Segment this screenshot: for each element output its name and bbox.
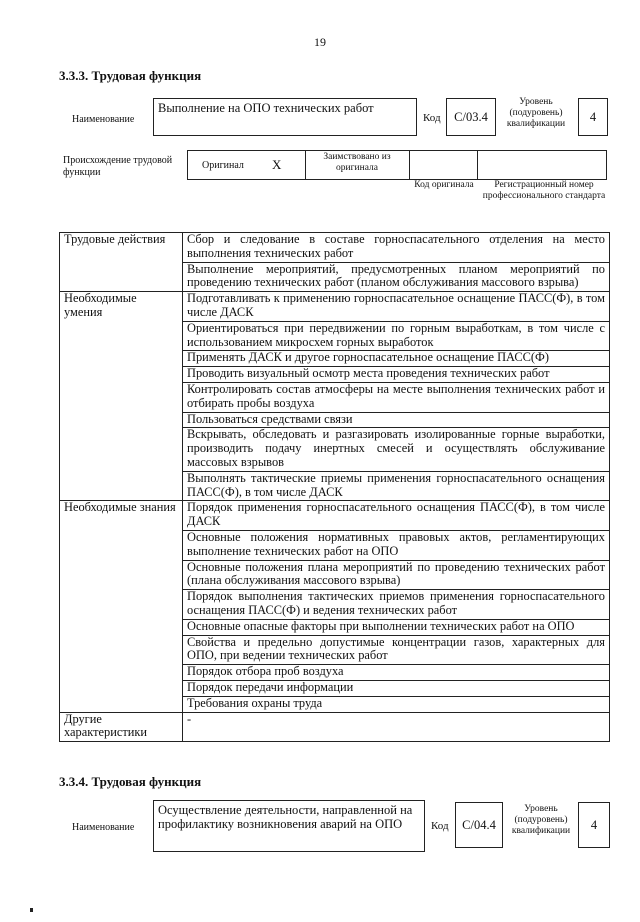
name-value-2: Осуществление деятельности, направленной на профилактику возникновения аварий на ОПО [153, 800, 425, 852]
table-cell: Основные положения нормативных правовых актов, регламентирующих выполнение технических работ на ОПО [183, 530, 610, 560]
table-cell: Требования охраны труда [183, 696, 610, 712]
origin-label: Происхождение трудовой функции [63, 155, 173, 178]
table-row [60, 292, 610, 322]
level-label-2: Уровень (подуровень) квалификации [511, 804, 571, 836]
table-cell: Порядок отбора проб воздуха [183, 665, 610, 681]
origin-divider-1 [305, 151, 306, 179]
section-heading-2: 3.3.4. Трудовая функция [59, 774, 202, 789]
table-cell: Пользоваться средствами связи [183, 412, 610, 428]
level-value-2: 4 [578, 802, 610, 848]
table-cell: Основные опасные факторы при выполнении технических работ на ОПО [183, 619, 610, 635]
page-number: 19 [314, 35, 326, 49]
table-cell: Основные положения плана мероприятий по проведению технических работ (плана обслуживания массового взрыва) [183, 560, 610, 590]
origin-divider-3 [477, 151, 478, 179]
table-row [60, 712, 610, 742]
table-cell: Выполнять тактические приемы применения горноспасательного оснащения ПАСС(Ф), в том числе ДАСК [183, 471, 610, 501]
row-label-other: Другие характеристики [60, 712, 183, 742]
table-cell: Контролировать состав атмосферы на месте выполнения технических работ и отбирать пробы воздуха [183, 382, 610, 412]
row-label-actions: Трудовые действия [60, 233, 183, 292]
code-label-2: Код [431, 820, 449, 832]
row-label-knowledge: Необходимые знания [60, 501, 183, 712]
code-value-2: С/04.4 [455, 802, 503, 848]
table-cell: Сбор и следование в составе горноспасательного отделения на место выполнения технических работ [183, 233, 610, 263]
table-cell: - [183, 712, 610, 742]
table-cell: Применять ДАСК и другое горноспасательное оснащение ПАСС(Ф) [183, 351, 610, 367]
table-cell: Подготавливать к применению горноспасательное оснащение ПАСС(Ф), в том числе ДАСК [183, 292, 610, 322]
table-cell: Порядок выполнения тактических приемов применения горноспасательного оснащения ПАСС(Ф) и ведения технических работ [183, 590, 610, 620]
table-cell: Выполнение мероприятий, предусмотренных планом мероприятий по проведению технических работ (планом обслуживания массового взрыва) [183, 262, 610, 292]
table-cell: Порядок применения горноспасательного оснащения ПАСС(Ф), в том числе ДАСК [183, 501, 610, 531]
borrowed-label: Заимствовано из оригинала [323, 152, 391, 173]
original-mark: X [272, 157, 282, 172]
origin-divider-2 [409, 151, 410, 179]
origin-code-label: Код оригинала [414, 180, 474, 190]
code-value-1: С/03.4 [446, 98, 496, 136]
table-cell: Ориентироваться при передвижении по горным выработкам, в том числе с использованием микросхем горных выработок [183, 321, 610, 351]
table-row [60, 233, 610, 263]
code-label-1: Код [423, 112, 441, 124]
reg-number-label: Регистрационный номер профессионального стандарта [482, 180, 606, 201]
table-cell: Проводить визуальный осмотр места проведения технических работ [183, 367, 610, 383]
name-label-2: Наименование [72, 822, 135, 833]
table-cell: Свойства и предельно допустимые концентрации газов, характерных для ОПО, при ведении технических работ [183, 635, 610, 665]
section-heading-1: 3.3.3. Трудовая функция [59, 68, 202, 83]
function-table [59, 232, 610, 742]
name-label-1: Наименование [72, 114, 135, 125]
level-value-1: 4 [578, 98, 608, 136]
name-value-1: Выполнение на ОПО технических работ [153, 98, 417, 136]
table-row [60, 501, 610, 531]
row-label-skills: Необходимые умения [60, 292, 183, 501]
table-cell: Вскрывать, обследовать и разгазировать изолированные горные выработки, производить подачу инертных смесей и осуществлять обслуживание массовых взрывов [183, 428, 610, 471]
original-label: Оригинал [202, 160, 244, 171]
table-cell: Порядок передачи информации [183, 680, 610, 696]
level-label-1: Уровень (подуровень) квалификации [506, 97, 566, 129]
scan-mark [30, 908, 33, 912]
